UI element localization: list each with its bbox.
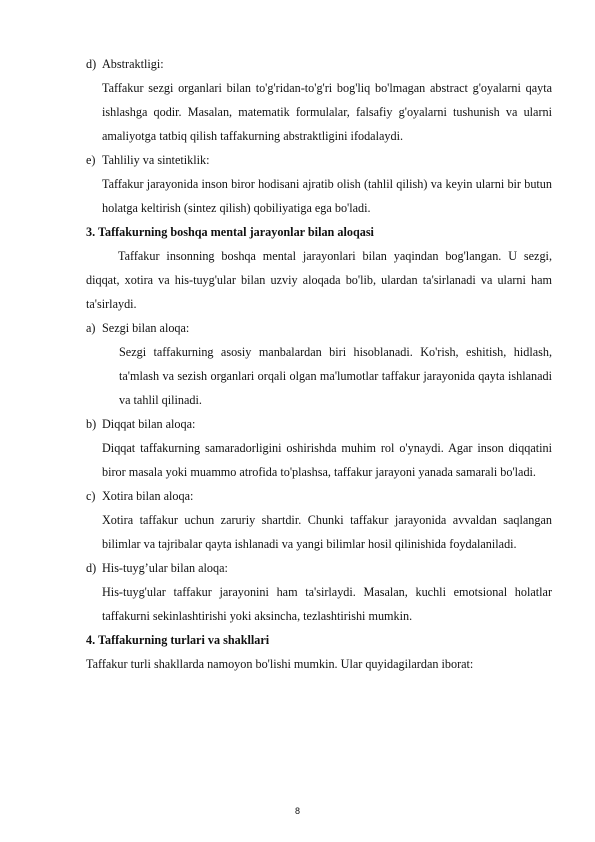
list-item-sezgi (86, 316, 552, 340)
list-item-tahliliy (86, 148, 552, 172)
item-title: Abstraktligi: (102, 57, 164, 71)
paragraph-diqqat: Diqqat taffakurning samaradorligini oshirishda muhim rol o'ynaydi. Agar inson diqqatini biror masala yoki muammo atrofida to'plashsa, taffakur jarayoni yanada samarali bo'ladi. (102, 441, 552, 479)
item-title: His-tuyg’ular bilan aloqa: (102, 561, 228, 575)
paragraph-sezgi: Sezgi taffakurning asosiy manbalardan biri hisoblanadi. Ko'rish, eshitish, hidlash, ta'mlash va sezish organlari orqali olgan ma'lumotlar taffakur jarayonida qayta ishlanadi va tahlil qilinadi. (119, 345, 552, 407)
item-title: Sezgi bilan aloqa: (102, 321, 190, 335)
list-marker: d) (86, 561, 97, 575)
list-marker: b) (86, 417, 97, 431)
paragraph-his-tuygular: His-tuyg'ular taffakur jarayonini ham ta'sirlaydi. Masalan, kuchli emotsional holatlar taffakurni sekinlashtirishi yoki aksincha, tezlashtirishi mumkin. (102, 585, 552, 623)
item-title: Xotira bilan aloqa: (102, 489, 194, 503)
item-title: Tahliliy va sintetiklik: (102, 153, 210, 167)
paragraph-xotira: Xotira taffakur uchun zaruriy shartdir. Chunki taffakur jarayonida avvaldan saqlangan bilimlar va tajribalar qayta ishlanadi va yangi bilimlar hosil qilinishida foydalaniladi. (102, 513, 552, 551)
list-item-diqqat (86, 412, 552, 436)
section-intro-4: Taffakur turli shakllarda namoyon bo'lishi mumkin. Ular quyidagilardan iborat: (86, 657, 474, 671)
section-heading-4: 4. Taffakurning turlari va shakllari (86, 633, 270, 647)
paragraph-tahliliy: Taffakur jarayonida inson biror hodisani ajratib olish (tahlil qilish) va keyin ularni bir butun holatga keltirish (sintez qilish) qobiliyatiga ega bo'ladi. (102, 177, 552, 215)
list-item-his-tuygular (86, 556, 552, 580)
section-heading-3: 3. Taffakurning boshqa mental jarayonlar bilan aloqasi (86, 225, 374, 239)
list-marker: d) (86, 57, 97, 71)
document-page (86, 52, 552, 676)
list-item-abstraktligi (86, 52, 552, 76)
section-intro-3: Taffakur insonning boshqa mental jarayonlari bilan yaqindan bog'langan. U sezgi, diqqat, xotira va his-tuyg'ular bilan uzviy aloqada bo'lib, ulardan ta'sirlanadi va ularni ham ta'sirlaydi. (86, 249, 552, 311)
list-marker: c) (86, 489, 96, 503)
paragraph-abstraktligi: Taffakur sezgi organlari bilan to'g'ridan-to'g'ri bog'liq bo'lmagan abstract g'oyalarni qayta ishlashga qodir. Masalan, matematik formulalar, falsafiy g'oyalarni tushunish va ularni amaliyotga tatbiq qilish taffakurning abstraktligini ifodalaydi. (102, 81, 552, 143)
list-marker: a) (86, 321, 96, 335)
page-number: 8 (294, 806, 300, 816)
list-item-xotira (86, 484, 552, 508)
item-title: Diqqat bilan aloqa: (102, 417, 196, 431)
list-marker: e) (86, 153, 96, 167)
